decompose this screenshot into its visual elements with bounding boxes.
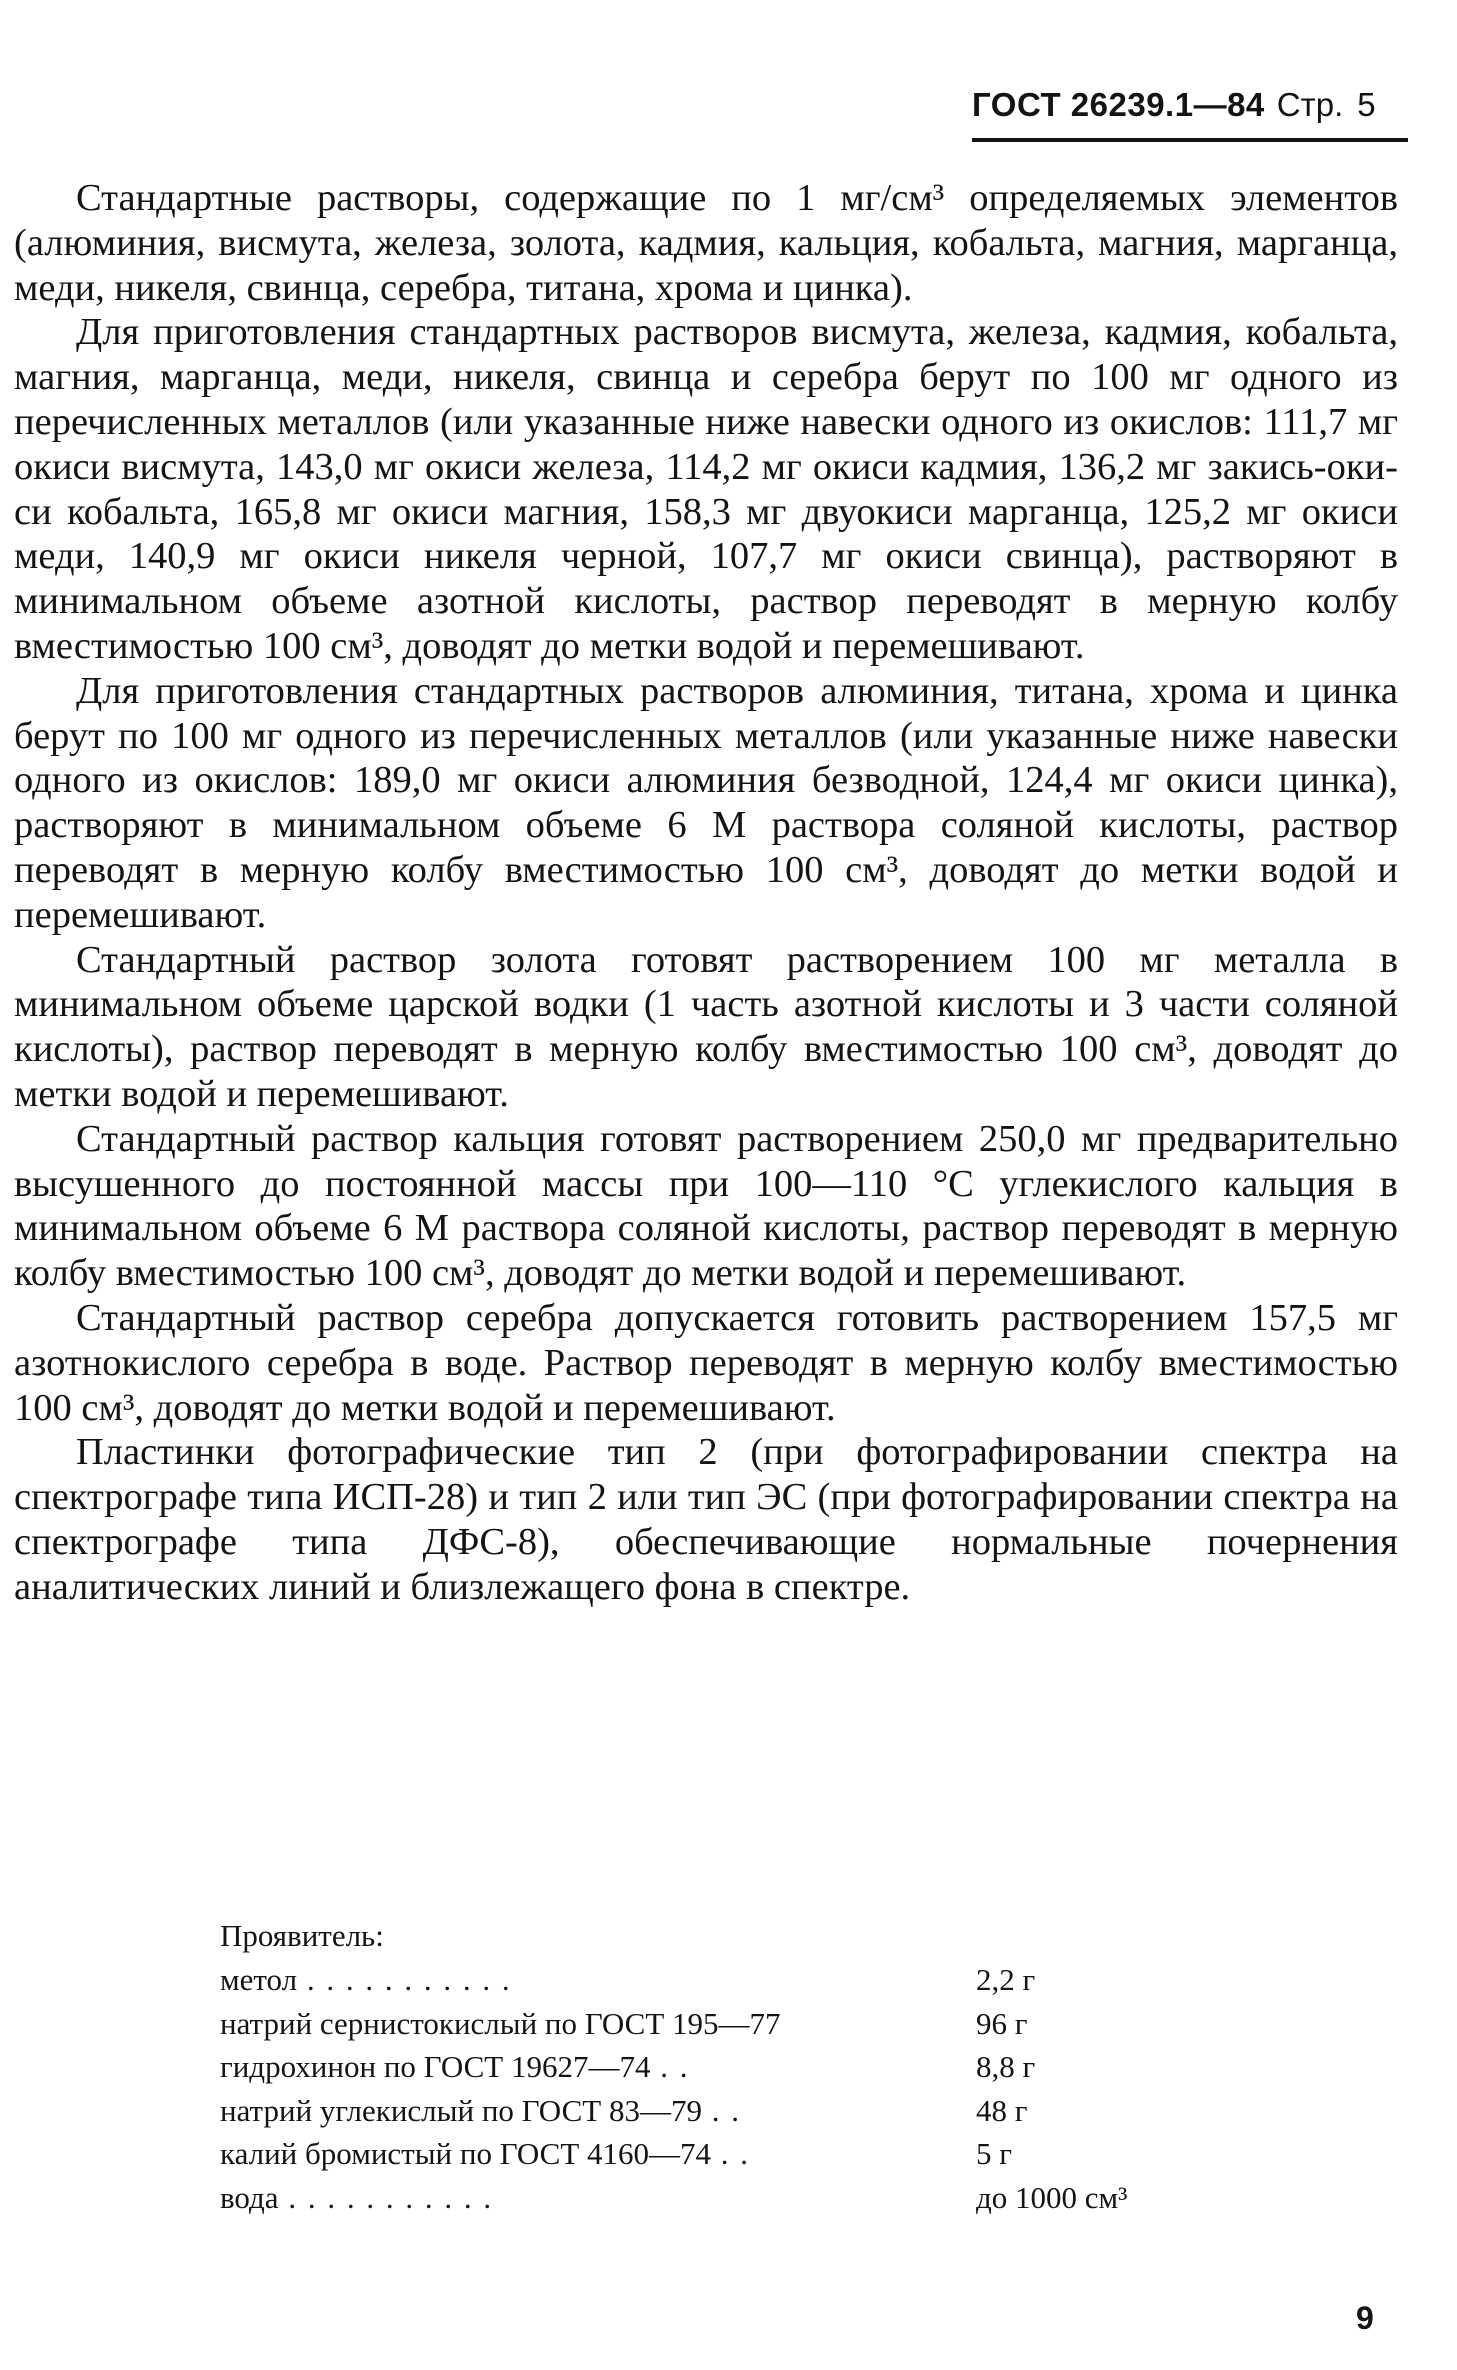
ingredient-amount: 8,8 г <box>976 2049 1036 2085</box>
ingredient-name: калий бромистый по ГОСТ 4160—74 <box>220 2136 712 2172</box>
recipe-row <box>220 1958 1220 2002</box>
dot-leader: . . . . . . . . . . . <box>297 1962 512 1997</box>
dot-leader: . . <box>701 2092 741 2128</box>
page-number: 5 <box>1357 86 1376 123</box>
paragraph-standard-solutions: Стандартные растворы, содержащие по 1 мг/см³ определяемых элементов (алюминия, висмута, железа, золота, кадмия, кальция, кобальта, магния, марганца, меди, никеля, свинца, серебра, титана, хрома и цинка). <box>14 177 1398 309</box>
sheet-number: 9 <box>1356 2300 1374 2336</box>
ingredient-amount: 96 г <box>976 2005 1028 2041</box>
standard-number: ГОСТ 26239.1—84 <box>972 86 1265 123</box>
paragraph-aluminium-titanium-group: Для приготовления стандартных растворов алюминия, титана, хрома и цинка берут по 100 мг одного из перечисленных металлов (или указанные ниже навески одного из окислов: 189,0 мг окиси алюминия безводной, 124,4 мг окиси цинка), растворяют в минимальном объеме 6 М раствора соляной кислоты, раствор переводят в мерную колбу вместимостью 100 см³, доводят до метки водой и перемешивают. <box>14 669 1398 936</box>
recipe-row <box>220 2089 1220 2133</box>
recipe-row <box>220 2045 1220 2089</box>
running-header <box>972 86 1408 142</box>
page-label: Стр. <box>1276 86 1344 123</box>
ingredient-amount: 48 г <box>976 2092 1028 2128</box>
ingredient-amount: 5 г <box>976 2136 1012 2172</box>
dot-leader: . . <box>711 2136 751 2172</box>
recipe-row <box>220 2002 1220 2046</box>
paragraph-calcium-solution: Стандартный раствор кальция готовят растворением 250,0 мг предварительно высушенного до постоянной массы при 100—110 °С углекислого кальция в минимальном объеме 6 М раствора соляной кислоты, раствор переводят в мерную колбу вместимостью 100 см³, доводят до метки водой и перемешивают. <box>14 1117 1398 1295</box>
ingredient-name: натрий углекислый по ГОСТ 83—79 <box>220 2092 702 2128</box>
ingredient-name: вода <box>220 2179 279 2215</box>
dot-leader: . . . . . . . . . . . <box>278 2179 494 2215</box>
recipe-row <box>220 2132 1220 2176</box>
dot-leader: . . <box>650 2049 690 2085</box>
paragraph-bismuth-iron-group: Для приготовления стандартных растворов висмута, железа, кадмия, кобальта, магния, марганца, меди, никеля, свинца и серебра берут по 100 мг одного из перечисленных металлов (или указанные ниже навески одного из окислов: 111,7 мг окиси висмута, 143,0 мг окиси железа, 114,2 мг окиси кадмия, 136,2 мг закись-окиси кобальта, 165,8 мг окиси магния, 158,3 мг двуокиси марганца, 125,2 мг окиси меди, 140,9 мг окиси никеля черной, 107,7 мг окиси свинца), растворяют в минимальном объеме азотной кислоты, раствор переводят в мерную колбу вместимостью 100 см³, доводят до метки водой и перемешивают. <box>14 311 1398 667</box>
paragraph-gold-solution: Стандартный раствор золота готовят растворением 100 мг металла в минимальном объеме царской водки (1 часть азотной кислоты и 3 части соляной кислоты), раствор переводят в мерную колбу вместимостью 100 см³, доводят до метки водой и перемешивают. <box>14 938 1398 1115</box>
ingredient-name: натрий сернистокислый по ГОСТ 195—77 <box>220 2005 781 2041</box>
ingredient-amount: до 1000 см³ <box>976 2179 1128 2215</box>
ingredient-name: гидрохинон по ГОСТ 19627—74 <box>220 2049 651 2085</box>
paragraph-silver-solution: Стандартный раствор серебра допускается готовить растворением 157,5 мг азотнокислого серебра в воде. Раствор переводят в мерную колбу вместимостью 100 см³, доводят до метки водой и перемешивают. <box>14 1296 1398 1429</box>
ingredient-name: метол <box>220 1962 298 1997</box>
paragraph-photographic-plates: Пластинки фотографические тип 2 (при фотографировании спектра на спектрографе типа ИСП-28) и тип 2 или тип ЭС (при фотографировании спектра на спектрографе типа ДФС-8), обеспечивающие нормальные почернения аналитических линий и близлежащего фона в спектре. <box>14 1431 1398 1608</box>
body-text <box>14 176 1398 1610</box>
recipe-row <box>220 2176 1220 2220</box>
ingredient-amount: 2,2 г <box>976 1962 1036 1997</box>
developer-recipe <box>220 1913 1220 2220</box>
developer-title: Проявитель: <box>220 1918 384 1953</box>
